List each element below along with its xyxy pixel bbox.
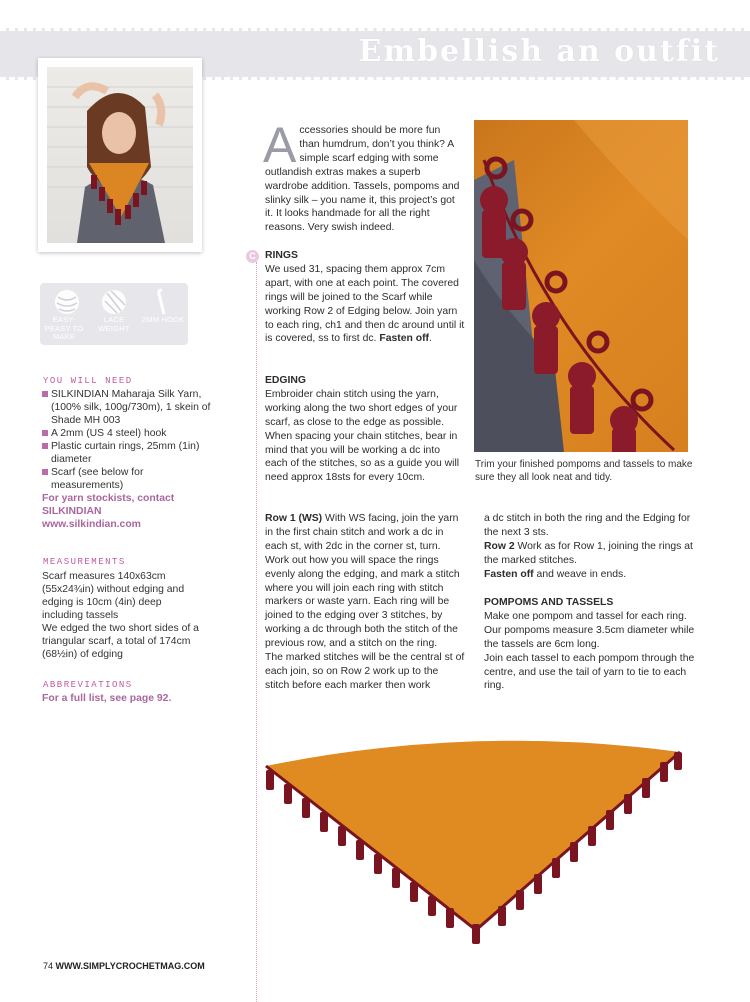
stockist-link[interactable]: www.silkindian.com (42, 519, 141, 530)
edging-section (265, 374, 465, 485)
crochet-hook-icon (156, 288, 172, 316)
scarf-closeup-photo (474, 120, 688, 452)
pompoms-heading: POMPOMS AND TASSELS (484, 597, 614, 608)
intro-paragraph: A ccessories should be more fun than humdrum, don’t you think? A simple scarf edging with some outlandish extras makes a superb wardrobe addition. Tassels, pompoms and slinky silk – you name it, this project’s got it. It looks handmade for all the right reasons. Very swish indeed. (263, 117, 460, 234)
row1-label: Row 1 (WS) (265, 513, 323, 524)
footer-website[interactable]: WWW.SIMPLYCROCHETMAG.COM (55, 961, 205, 971)
abbreviations-heading: ABBREVIATIONS (43, 680, 133, 690)
fasten-off-term: Fasten off (484, 568, 534, 580)
rating-label-hook: 2MM HOOK (141, 315, 185, 324)
row1-section: Row 1 (WS) With WS facing, join the yarn in the first chain stitch and work a dc in each st, with 2dc in the corner st, turn. Work out how you will space the rings evenly along the edging, and mark a stitch where you will join each ring with stitch markers or waste yarn. Each ring will be joined to the edging over 3 stitches, by working a dc through both the stitch of the previous row, and a stitch on the ring. The marked stitches will be the central st of each join, so on Row 2 work up to the stitch before each marker then work (265, 513, 465, 691)
scarf-full-photo (262, 738, 690, 944)
rings-section: RINGS We used 31, spacing them approx 7cm apart, with one at each point. The covered rings will be joined to the Scarf while working Row 2 of Edging below. Join yarn to each ring, ch1 and then dc around until it is covered, ss to first dc. Fasten off. (265, 250, 465, 345)
pompoms-section: POMPOMS AND TASSELS Make one pompom and tassel for each ring. Our pompoms measure 3.5cm diameter while the tassels are 6cm long. Join each tassel to each pompom through the centre, and use the tail of yarn to tie to each ring. (484, 597, 695, 692)
you-will-need-heading: YOU WILL NEED (43, 376, 133, 386)
edging-heading: EDGING (265, 375, 306, 386)
yarn-ball-icon (101, 289, 127, 315)
list-item: Scarf (see below for measurements) (42, 466, 212, 492)
page-number: 74 (43, 961, 54, 971)
yarn-ball-icon (54, 289, 80, 315)
list-item: SILKINDIAN Maharaja Silk Yarn, (100% silk, 100g/730m), 1 skein of Shade MH 003 (42, 388, 212, 427)
photo-caption: Trim your finished pompoms and tassels to make sure they all look neat and tidy. (475, 459, 693, 483)
stockist-brand: SILKINDIAN (42, 506, 102, 517)
model-photo (38, 58, 202, 252)
list-item: Plastic curtain rings, 25mm (1in) diameter (42, 440, 212, 466)
row1-continued: a dc stitch in both the ring and the Edging for the next 3 sts. (484, 513, 691, 538)
stockists-line: For yarn stockists, contact (42, 493, 175, 504)
page-title: Embellish an outfit (358, 34, 720, 69)
crochet-section-icon: C (246, 250, 259, 263)
page-footer (43, 961, 205, 971)
row2-section: a dc stitch in both the ring and the Edging for the next 3 sts. Row 2 Work as for Row 1, joining the rings at the marked stitches. Fasten off and weave in ends. (484, 513, 693, 580)
row1-spacing-text: Work out how you will space the rings evenly along the edging, and mark a stitch where you will join each ring with stitch markers or waste yarn. Each ring will be joined to the edging over 3 stitches, by working a dc through both the stitch of the previous row, and a stitch on the ring. (265, 554, 460, 650)
abbreviations-link[interactable]: For a full list, see page 92. (42, 693, 172, 704)
fasten-off-term: Fasten off (379, 333, 429, 345)
rating-label-weight: LACE WEIGHT (98, 315, 130, 333)
row2-label: Row 2 (484, 540, 515, 552)
rating-label-difficulty: EASY-PEASY TO MAKE (44, 315, 84, 341)
row1-marked-text: The marked stitches will be the central st of each join, so on Row 2 work up to the stitch before each marker then work (265, 652, 465, 691)
column-divider (256, 262, 257, 1002)
measurements-text (42, 570, 202, 661)
measurements-line: We edged the two short sides of a triangular scarf, a total of 174cm (68½in) of edging (42, 623, 199, 660)
skill-rating-panel (40, 283, 188, 345)
list-item: A 2mm (US 4 steel) hook (42, 427, 212, 440)
materials-list (42, 388, 212, 531)
drop-cap: A (263, 117, 297, 173)
edging-text: Embroider chain stitch using the yarn, working along the two short edges of your scarf, as close to the edge as possible. When spacing your chain stitches, bear in mind that you will be working a dc into each of the stitches, so as a guide you will need approx 18sts for every 10cm. (265, 388, 460, 484)
measurements-heading: MEASUREMENTS (43, 557, 126, 567)
measurements-line: Scarf measures 140x63cm (55x24¾in) without edging and edging is 10cm (4in) deep including tassels (42, 571, 185, 621)
rings-heading: RINGS (265, 250, 298, 261)
